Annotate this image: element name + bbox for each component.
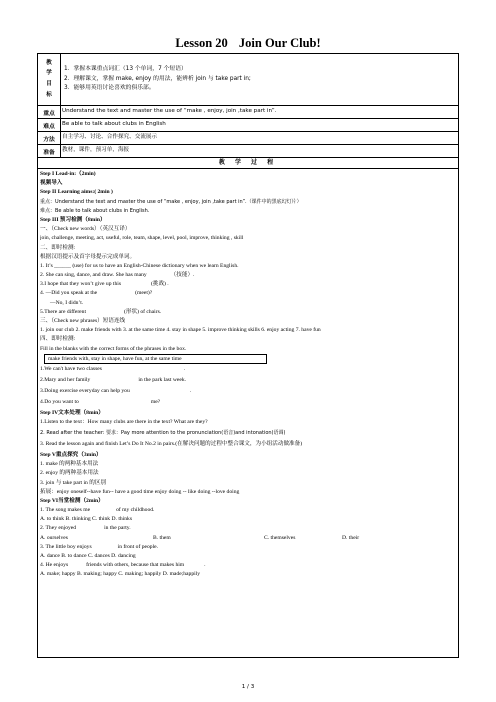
step-text-processing: Step IV文本处理（8min） <box>40 409 104 416</box>
fill-1: 1.We can't have two classes . <box>40 365 186 372</box>
explore-2: 2. enjoy 的两种基本用法 <box>40 470 99 477</box>
step-learning-aims: Step II Learning aims:( 2min ) <box>40 189 113 196</box>
step-in-class-test: Step VI当堂检测（2min） <box>40 497 104 504</box>
difficulty-line: 难点：Be able to talk about clubs in English. <box>40 207 150 214</box>
difficulty-row: 难点 Be able to talk about clubs in English <box>38 119 458 132</box>
phrase-box: make friends with, stay in shape, have fun, at the same time <box>44 354 267 364</box>
focus-row: 重点 Understand the text and master the use of “make , enjoy, join ,take part in”. <box>38 106 458 119</box>
word-list: join, challenge, meeting, act, useful, role, team, shape, level, pool, improve, thinking , skill <box>40 235 244 242</box>
aims-list <box>64 65 251 94</box>
step-lead-in: Step I Lead-in:（2min) <box>40 171 96 177</box>
method-row: 方法 自主学习、讨论、合作探究、交流展示 <box>38 132 458 145</box>
hint-line: 根据汉语提示及首字母提示完成单词。 <box>40 253 136 260</box>
explore-3: 3. join 与 take part in 的区别 <box>40 479 107 486</box>
extension-line: 拓展：enjoy oneself--have fun-- have a good time enjoy doing -- like doing --love doing <box>40 488 240 495</box>
test-1-options: A. to think B. thinking C. think D. thinks <box>40 516 132 523</box>
lesson-body <box>40 170 456 580</box>
reading-2: 2. Read after the teacher: 要求：Pay more attention to the pronunciation(语音)and intonation(语调) <box>40 429 286 436</box>
question-4-answer: —No, I didn’t. <box>50 299 84 306</box>
aim-item: 1．掌握本课重点词汇（13 个单词，7 个短语） <box>64 66 187 72</box>
test-3: 3. The little boy enjoys in front of people. <box>40 543 159 550</box>
fill-4: 4.Do you want to me? <box>40 398 161 405</box>
test-2-options: A. ourselves B. them C. themselves D. their <box>40 534 360 541</box>
explore-1: 1. make 的两种基本用法 <box>40 461 99 468</box>
process-header: 教 学 过 程 <box>218 159 278 166</box>
difficulty-text: Be able to talk about clubs in English <box>62 121 166 127</box>
step-key-points: Step V重点探究（3min） <box>40 451 102 458</box>
aims-label: 教 学 目 标 <box>46 59 52 98</box>
lesson-plan-table <box>37 53 459 658</box>
lesson-number: Lesson 20 <box>175 36 228 50</box>
question-2: 2. She can sing, dance, and draw. She has many （技能）. <box>40 272 195 279</box>
focus-text: Understand the text and master the use of “make , enjoy, join ,take part in”. <box>62 108 277 114</box>
reading-3: 3. Read the lesson again and finish Let’s Do It No.2 in pairs.(在解决问题的过程中整合课文，为小组活动做准备) <box>40 440 303 447</box>
video-intro: 视频导入 <box>40 180 63 187</box>
part-instant-check: 二、即时检测: <box>40 244 76 251</box>
preparation-text: 教材，课件，预习单，海报 <box>62 147 130 153</box>
step-preview-check: Step III 预习检测（8min） <box>40 216 106 223</box>
aims-row <box>38 54 458 106</box>
question-4: 4. —Did you speak at the (meet)? <box>40 290 153 297</box>
lesson-name: Join Our Club! <box>238 36 321 50</box>
aim-item: 2．理解课文，掌握 make, enjoy 的用法，能辨析 join 与 take part in; <box>64 75 251 82</box>
reading-1: 1.Listen to the text：How many clubs are there in the text? What are they? <box>40 418 208 425</box>
preparation-row: 准备 教材，课件，预习单，海报 <box>38 145 458 158</box>
phrase-list: 1. join our club 2. make friends with 3. at the same time 4. stay in shape 5. improve thinking skills 6. enjoy acting 7. have fun <box>40 327 321 334</box>
page-number: 1 / 3 <box>241 684 255 690</box>
page-title <box>0 36 496 51</box>
question-3: 3.I hope that they won’t give up this (挑战) . <box>40 281 169 288</box>
test-2: 2. They enjoyed in the party. <box>40 525 131 532</box>
part-new-words: 一、（Check new words）（英汉互译） <box>40 226 131 233</box>
method-text: 自主学习、讨论、合作探究、交流展示 <box>62 134 158 140</box>
test-4-options: A. make; happy B. making; happy C. making; happily D. made;happily <box>40 571 201 578</box>
test-3-options: A. dance B. to dance C. dances D. dancing <box>40 553 136 559</box>
test-4: 4. He enjoys friends with others, because that makes him . <box>40 562 206 569</box>
fill-3: 3.Doing exercise everyday can help you . <box>40 387 192 394</box>
question-1: 1. It’s ______ (use) for us to have an English-Chinese dictionary when we learn English. <box>40 262 239 269</box>
fill-intro: Fill in the blanks with the correct forms of the phrases in the box. <box>40 345 187 352</box>
focus-line: 重点：Understand the text and master the use of “make , enjoy, join ,take part in”.（课件中的黑底幻灯片） <box>40 198 302 205</box>
aim-item: 3．能够用英语讨论喜欢的俱乐部。 <box>64 85 155 92</box>
part-instant-check-2: 四、即时检测: <box>40 336 76 343</box>
test-1: 1. The song makes me of my childhood. <box>40 507 155 514</box>
question-5: 5.There are different (形状) of chairs. <box>40 308 162 315</box>
part-new-phrases: 三、（Check new phrases）短语连线 <box>40 318 126 324</box>
fill-2: 2.Mary and her family in the park last week. <box>40 376 187 383</box>
